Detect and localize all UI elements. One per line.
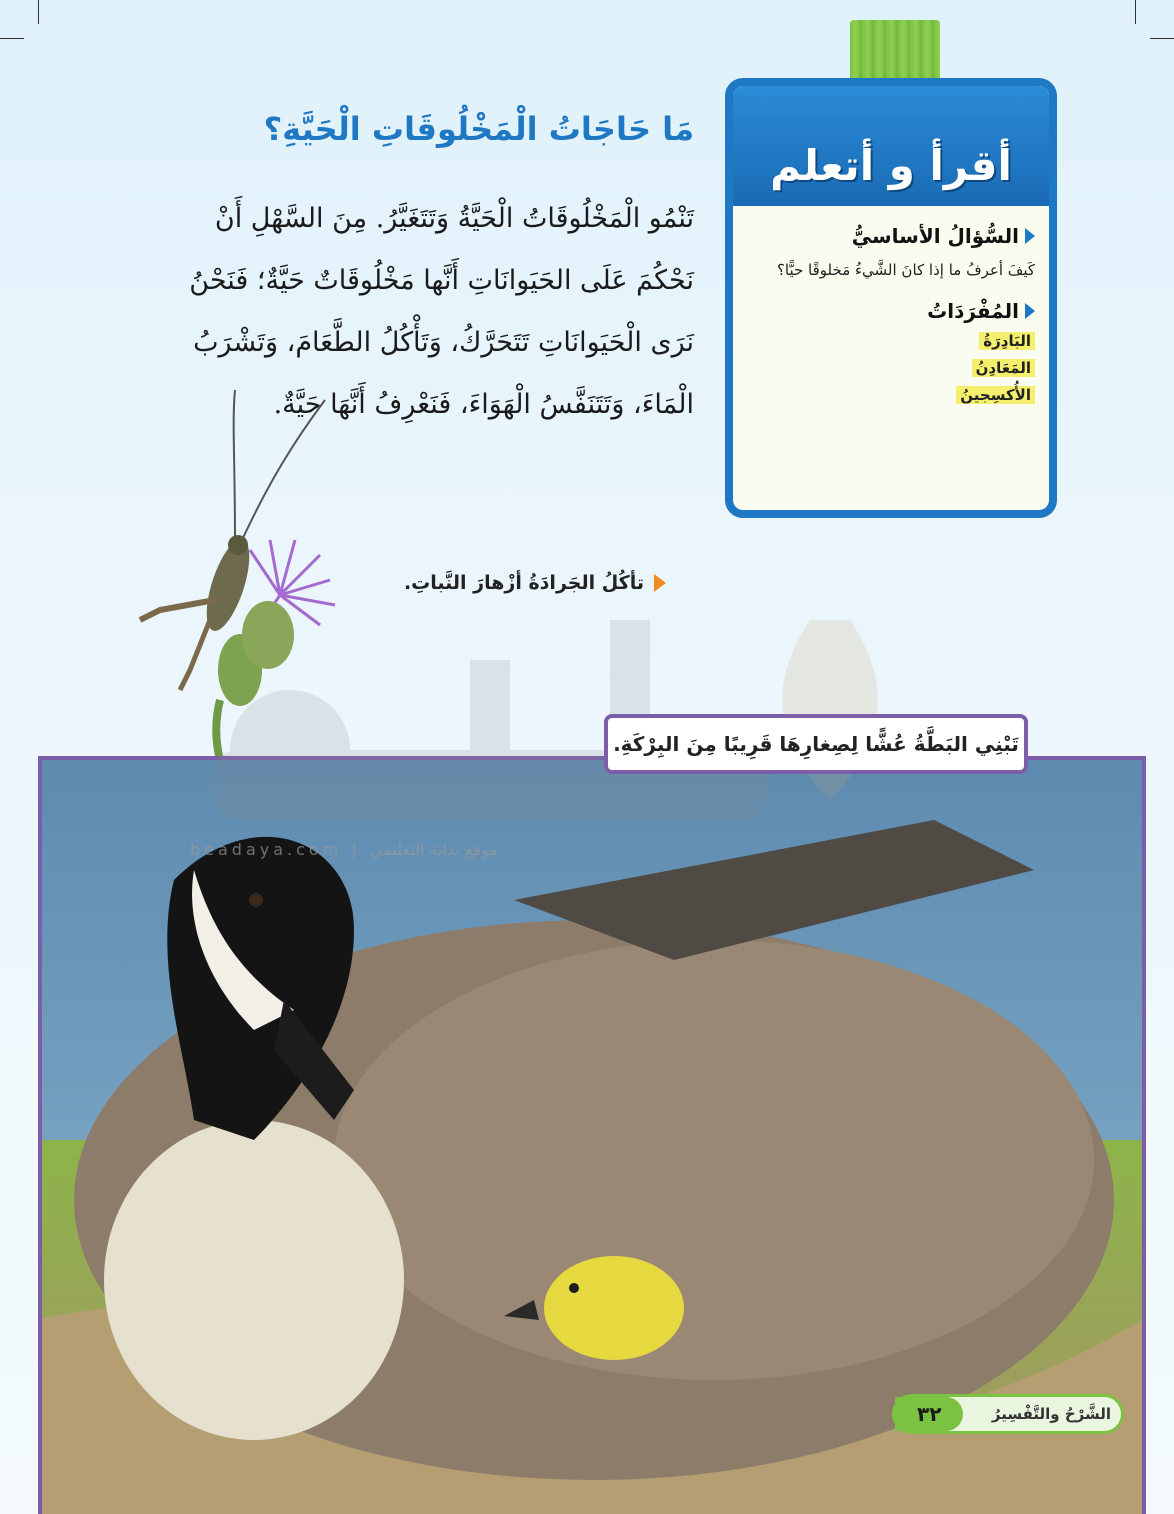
question-heading-label: السُّؤالُ الأساسيُّ [851, 224, 1019, 248]
grasshopper-on-thistle-image [120, 380, 360, 760]
arrow-icon [654, 574, 666, 592]
grasshopper-caption [404, 572, 666, 594]
arrow-icon [1025, 228, 1035, 244]
goose-caption: تَبْنِي البَطَّةُ عُشًّا لِصِغارِهَا قَرِيبًا مِنَ البِرْكَةِ. [604, 714, 1028, 774]
crop-mark [38, 0, 39, 24]
page-number: ٣٢ [895, 1397, 963, 1431]
vocabulary-heading [747, 299, 1035, 323]
page-footer-tag [892, 1394, 1124, 1434]
vocab-item: البَادِرَةُ [747, 331, 1035, 350]
lesson-heading: مَا حَاجَاتُ الْمَخْلُوقَاتِ الْحَيَّةِ؟ [263, 110, 694, 148]
watermark-text: beadaya.com | موقع بداية التعليمي [190, 840, 498, 859]
arrow-icon [1025, 303, 1035, 319]
lesson-paragraph: تَنْمُو الْمَخْلُوقَاتُ الْحَيَّةُ وَتَتَغَيَّرُ. مِنَ السَّهْلِ أَنْ نَحْكُمَ عَلَى الحَيَوانَاتِ أَنَّها مَخْلُوقَاتٌ حَيَّةٌ؛ فَنَحْنُ نَرَى الْحَيَوانَاتِ تَتَحَرَّكُ، وَتَأْكُلُ الطَّعَامَ، وَتَشْرَبُ الْمَاءَ، وَتَتَنَفَّسُ الْهَوَاءَ، فَنَعْرِفُ أَنَّهَا حَيَّةٌ. [189, 203, 694, 420]
crop-mark [1135, 0, 1136, 24]
vocab-item: المَعَادِنُ [747, 358, 1035, 377]
crop-mark [0, 38, 24, 39]
vocab-item: الأُكسِجينُ [747, 385, 1035, 404]
section-label: الشَّرْحُ والتَّفْسِيرُ [991, 1405, 1111, 1423]
vocab-heading-label: المُفْرَدَاتُ [927, 298, 1019, 323]
crop-mark [1150, 38, 1174, 39]
read-and-learn-box [725, 78, 1057, 518]
essential-question-heading [747, 224, 1035, 248]
essential-question-text: كَيفَ أعرفُ ما إذا كانَ الشَّيءُ مَخلوقًا حيًّا؟ [776, 261, 1035, 279]
sidebar-body [733, 206, 1049, 422]
sidebar-header [733, 86, 1049, 206]
grasshopper-caption-text: تأكُلُ الجَرادَةُ أزْهارَ النَّباتِ. [403, 572, 644, 594]
sidebar-title: أقرأ و أتعلم [770, 141, 1012, 190]
